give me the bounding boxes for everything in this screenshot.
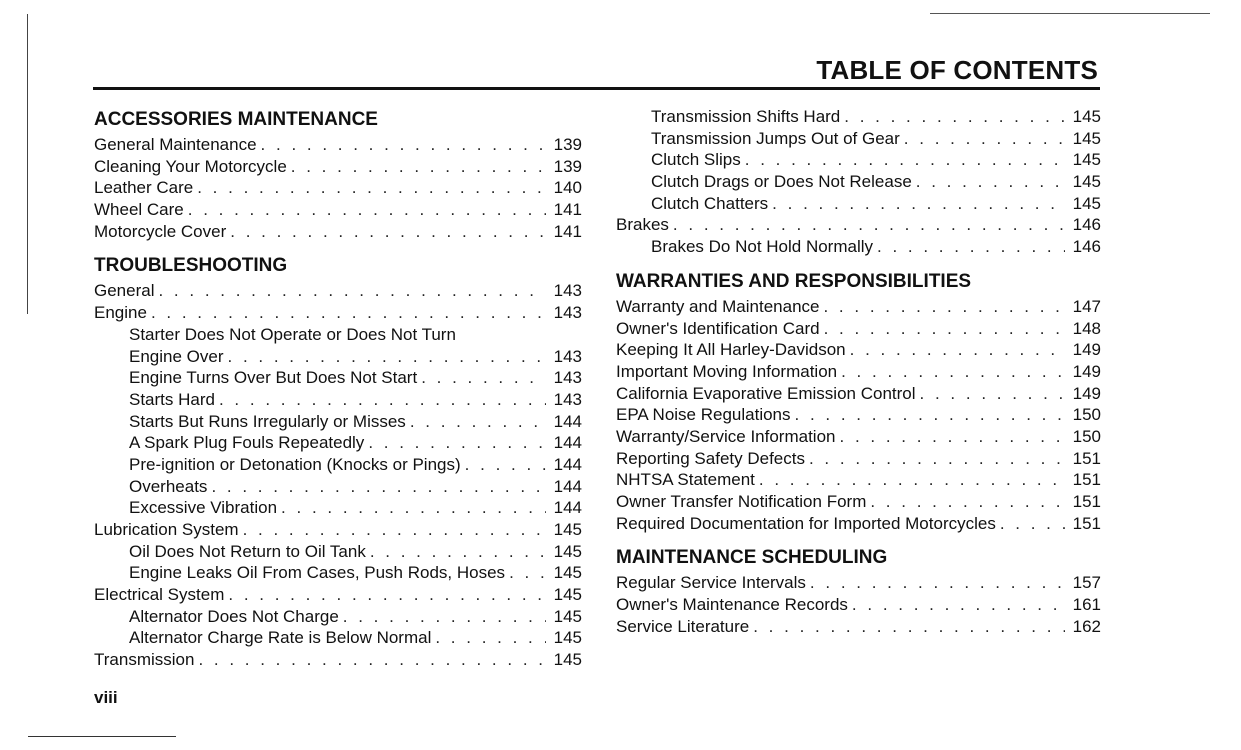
- section-heading: TROUBLESHOOTING: [94, 255, 288, 277]
- toc-subentry[interactable]: [94, 541, 582, 563]
- entry-label: A Spark Plug Fouls Repeatedly: [129, 433, 365, 453]
- dot-leader: [920, 383, 1065, 405]
- entry-page-number: 145: [553, 541, 582, 561]
- entry-label: Clutch Drags or Does Not Release: [651, 172, 912, 192]
- dot-leader: [850, 339, 1065, 361]
- entry-page-number: 149: [1072, 340, 1101, 360]
- title-underline: [93, 87, 1100, 90]
- toc-subentry[interactable]: [616, 236, 1101, 258]
- toc-subentry[interactable]: [94, 324, 582, 346]
- entry-page-number: 143: [553, 389, 582, 409]
- dot-leader: [261, 134, 546, 156]
- toc-entry[interactable]: [616, 448, 1101, 470]
- dot-leader: [230, 221, 546, 243]
- entry-label: Alternator Charge Rate is Below Normal: [129, 628, 432, 648]
- entry-label: Wheel Care: [94, 200, 184, 220]
- entry-label: General Maintenance: [94, 135, 257, 154]
- entry-label: Owner Transfer Notification Form: [616, 492, 867, 511]
- entry-label: Keeping It All Harley-Davidson: [616, 340, 846, 360]
- dot-leader: [841, 361, 1065, 383]
- toc-entry[interactable]: [616, 383, 1101, 405]
- entry-label: Clutch Slips: [651, 150, 741, 170]
- toc-entry[interactable]: [94, 584, 582, 606]
- dot-leader: [870, 491, 1065, 513]
- dot-leader: [291, 156, 546, 178]
- toc-entry[interactable]: [616, 296, 1101, 318]
- dot-leader: [772, 193, 1065, 215]
- toc-subentry[interactable]: [94, 389, 582, 411]
- entry-page-number: 151: [1072, 492, 1101, 511]
- toc-entry[interactable]: [616, 469, 1101, 491]
- dot-leader: [673, 214, 1065, 236]
- margin-rule-bottom: [28, 736, 176, 737]
- entry-label: Pre-ignition or Detonation (Knocks or Pings): [129, 454, 461, 474]
- entry-page-number: 144: [553, 433, 582, 453]
- entry-page-number: 145: [1072, 128, 1101, 148]
- entry-page-number: 143: [553, 281, 582, 301]
- toc-subentry[interactable]: [616, 193, 1101, 215]
- entry-label: Starter Does Not Operate or Does Not Turn: [129, 324, 456, 344]
- entry-label: Excessive Vibration: [129, 498, 278, 518]
- entry-label: Owner's Identification Card: [616, 318, 820, 338]
- section-heading: WARRANTIES AND RESPONSIBILITIES: [616, 270, 972, 292]
- entry-label: Regular Service Intervals: [616, 573, 806, 593]
- dot-leader: [188, 199, 546, 221]
- dot-leader: [759, 469, 1065, 491]
- entry-page-number: 150: [1072, 426, 1101, 446]
- entry-label: Brakes: [616, 215, 669, 235]
- entry-page-number: 139: [553, 135, 582, 154]
- entry-label: Engine Over: [129, 346, 224, 366]
- entry-page-number: 145: [553, 628, 582, 648]
- dot-leader: [904, 128, 1065, 150]
- toc-entry[interactable]: [94, 302, 582, 324]
- dot-leader: [465, 454, 546, 476]
- dot-leader: [877, 236, 1065, 258]
- entry-label: Required Documentation for Imported Motorcycles: [616, 513, 996, 533]
- toc-entry[interactable]: [616, 572, 1101, 594]
- toc-subentry[interactable]: [94, 627, 582, 649]
- toc-column-left: [94, 106, 582, 671]
- dot-leader: [219, 389, 546, 411]
- dot-leader: [809, 448, 1065, 470]
- toc-subentry[interactable]: [94, 454, 582, 476]
- entry-page-number: 162: [1072, 616, 1101, 636]
- dot-leader: [844, 106, 1065, 128]
- dot-leader: [852, 594, 1065, 616]
- toc-entry[interactable]: [94, 177, 582, 199]
- dot-leader: [421, 367, 546, 389]
- dot-leader: [228, 584, 546, 606]
- entry-label: Electrical System: [94, 585, 225, 605]
- toc-subentry[interactable]: [94, 562, 582, 584]
- entry-page-number: 144: [553, 411, 582, 431]
- dot-leader: [795, 404, 1065, 426]
- toc-entry[interactable]: [94, 280, 582, 302]
- entry-page-number: 145: [553, 585, 582, 605]
- toc-subentry[interactable]: [94, 497, 582, 519]
- toc-entry[interactable]: [616, 616, 1101, 638]
- entry-label: EPA Noise Regulations: [616, 405, 791, 425]
- section-heading: MAINTENANCE SCHEDULING: [616, 547, 888, 569]
- toc-subentry[interactable]: [616, 106, 1101, 128]
- toc-entry[interactable]: [616, 594, 1101, 616]
- entry-page-number: 144: [553, 476, 582, 496]
- entry-label: Cleaning Your Motorcycle: [94, 156, 287, 176]
- entry-label: Clutch Chatters: [651, 193, 769, 213]
- toc-subentry[interactable]: [94, 476, 582, 498]
- toc-entry[interactable]: [94, 649, 582, 671]
- dot-leader: [916, 171, 1065, 193]
- dot-leader: [368, 432, 546, 454]
- entry-page-number: 140: [553, 178, 582, 198]
- entry-page-number: 143: [553, 303, 582, 323]
- entry-label: Service Literature: [616, 616, 750, 636]
- entry-page-number: 144: [553, 454, 582, 474]
- toc-entry[interactable]: [94, 134, 582, 156]
- toc-entry[interactable]: [616, 214, 1101, 236]
- dot-leader: [151, 302, 546, 324]
- entry-label: Motorcycle Cover: [94, 221, 227, 241]
- entry-label: Owner's Maintenance Records: [616, 595, 848, 615]
- entry-label: Starts But Runs Irregularly or Misses: [129, 411, 406, 431]
- section-heading: ACCESSORIES MAINTENANCE: [94, 109, 378, 130]
- entry-label: Oil Does Not Return to Oil Tank: [129, 541, 366, 561]
- toc-subentry[interactable]: [616, 171, 1101, 193]
- toc-entry[interactable]: [94, 221, 582, 243]
- entry-label: Overheats: [129, 476, 208, 496]
- dot-leader: [370, 541, 546, 563]
- page-number: viii: [94, 688, 118, 707]
- margin-rule-left: [27, 14, 28, 314]
- entry-label: Engine: [94, 303, 147, 323]
- toc-entry[interactable]: [616, 404, 1101, 426]
- entry-label: Engine Leaks Oil From Cases, Push Rods, Hoses: [129, 563, 506, 583]
- toc-subentry[interactable]: [94, 367, 582, 389]
- entry-page-number: 145: [553, 650, 582, 670]
- toc-subentry[interactable]: [94, 606, 582, 628]
- toc-subentry[interactable]: [94, 432, 582, 454]
- entry-label: Transmission Jumps Out of Gear: [651, 128, 900, 148]
- entry-label: Reporting Safety Defects: [616, 448, 805, 468]
- page-title: TABLE OF CONTENTS: [816, 55, 1098, 85]
- dot-leader: [158, 280, 546, 302]
- entry-page-number: 145: [1072, 193, 1101, 213]
- entry-label: Starts Hard: [129, 389, 215, 409]
- margin-rule-top: [930, 13, 1210, 14]
- dot-leader: [410, 411, 546, 433]
- dot-leader: [1000, 513, 1065, 535]
- dot-leader: [509, 562, 546, 584]
- toc-subentry[interactable]: [616, 149, 1101, 171]
- entry-label: General: [94, 281, 155, 301]
- entry-page-number: 149: [1072, 361, 1101, 381]
- dot-leader: [810, 572, 1065, 594]
- dot-leader: [197, 177, 546, 199]
- dot-leader: [823, 296, 1065, 318]
- dot-leader: [343, 606, 546, 628]
- entry-page-number: 143: [553, 368, 582, 388]
- dot-leader: [228, 346, 547, 368]
- entry-page-number: 145: [1072, 107, 1101, 126]
- dot-leader: [824, 318, 1065, 340]
- entry-page-number: 139: [553, 156, 582, 176]
- entry-page-number: 148: [1072, 318, 1101, 338]
- entry-label: Warranty/Service Information: [616, 426, 836, 446]
- entry-label: Warranty and Maintenance: [616, 296, 820, 316]
- toc-subentry[interactable]: [616, 128, 1101, 150]
- entry-page-number: 145: [553, 606, 582, 626]
- entry-label: Brakes Do Not Hold Normally: [651, 237, 874, 257]
- toc-entry[interactable]: [94, 156, 582, 178]
- entry-page-number: 151: [1072, 470, 1101, 490]
- entry-page-number: 146: [1072, 237, 1101, 257]
- entry-page-number: 147: [1072, 296, 1101, 316]
- entry-page-number: 145: [1072, 172, 1101, 192]
- entry-page-number: 149: [1072, 383, 1101, 403]
- toc-entry[interactable]: [616, 318, 1101, 340]
- entry-page-number: 157: [1072, 573, 1101, 593]
- dot-leader: [281, 497, 546, 519]
- toc-entry[interactable]: [616, 339, 1101, 361]
- toc-entry[interactable]: [94, 519, 582, 541]
- entry-page-number: 145: [553, 520, 582, 539]
- entry-page-number: 150: [1072, 405, 1101, 425]
- toc-column-right: [616, 106, 1101, 637]
- dot-leader: [211, 476, 546, 498]
- entry-page-number: 146: [1072, 215, 1101, 235]
- entry-label: NHTSA Statement: [616, 470, 755, 490]
- toc-subentry[interactable]: [94, 411, 582, 433]
- toc-entry[interactable]: [616, 361, 1101, 383]
- entry-label: Alternator Does Not Charge: [129, 606, 339, 626]
- entry-page-number: 161: [1072, 595, 1101, 615]
- entry-label: Transmission Shifts Hard: [651, 107, 841, 126]
- dot-leader: [840, 426, 1066, 448]
- toc-entry[interactable]: [616, 426, 1101, 448]
- entry-page-number: 145: [1072, 150, 1101, 170]
- toc-entry[interactable]: [616, 491, 1101, 513]
- entry-label: Engine Turns Over But Does Not Start: [129, 368, 418, 388]
- entry-label: California Evaporative Emission Control: [616, 383, 916, 403]
- entry-page-number: 151: [1072, 448, 1101, 468]
- entry-page-number: 143: [553, 346, 582, 366]
- dot-leader: [753, 616, 1065, 638]
- toc-entry[interactable]: [616, 513, 1101, 535]
- toc-subentry[interactable]: [94, 346, 582, 368]
- toc-entry[interactable]: [94, 199, 582, 221]
- dot-leader: [243, 519, 546, 541]
- entry-page-number: 141: [553, 221, 582, 241]
- entry-label: Transmission: [94, 650, 195, 670]
- entry-label: Leather Care: [94, 178, 194, 198]
- entry-page-number: 141: [553, 200, 582, 220]
- entry-label: Lubrication System: [94, 520, 239, 539]
- dot-leader: [198, 649, 546, 671]
- entry-label: Important Moving Information: [616, 361, 838, 381]
- dot-leader: [435, 627, 546, 649]
- entry-page-number: 144: [553, 498, 582, 518]
- entry-page-number: 145: [553, 563, 582, 583]
- entry-page-number: 151: [1072, 513, 1101, 533]
- dot-leader: [745, 149, 1065, 171]
